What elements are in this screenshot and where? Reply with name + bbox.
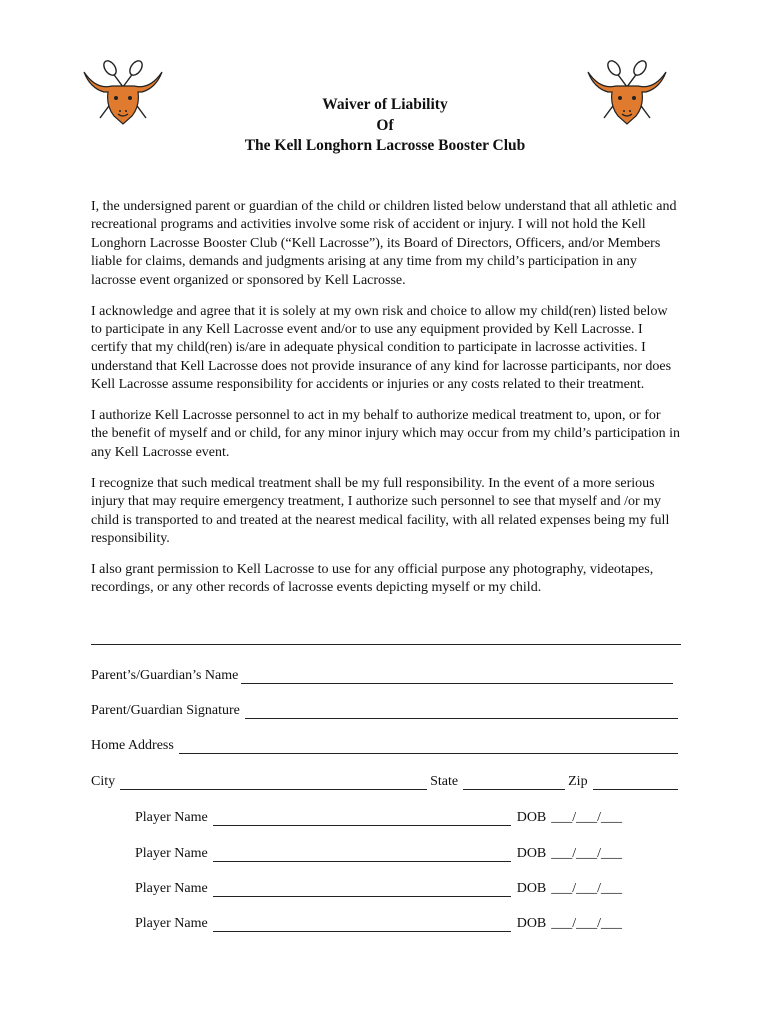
- city-state-zip-row: [91, 770, 681, 790]
- parent-name-row: [91, 664, 681, 684]
- player-name-label: Player Name: [135, 916, 208, 931]
- player-name-field[interactable]: [213, 847, 511, 862]
- dob-label: DOB: [516, 810, 547, 825]
- dob-label: DOB: [516, 881, 547, 896]
- paragraph-risk: I, the undersigned parent or guardian of the child or children listed below understand that all athletic and recreational programs and activities involve some risk of accident or injury. I will not hold the Kell Longhorn Lacrosse Booster Club (“Kell Lacrosse”), its Board of Directors, Officers, and/or Members liable for claims, demands and judgments arising at any time from my child’s participation in any lacrosse event organized or sponsored by Kell Lacrosse.: [91, 199, 677, 288]
- player-name-field[interactable]: [213, 917, 511, 932]
- player-name-label: Player Name: [135, 810, 208, 825]
- player-row-4: [135, 912, 635, 932]
- player-name-field[interactable]: [213, 811, 511, 826]
- player-name-label: Player Name: [135, 881, 208, 896]
- signature-row: [91, 699, 681, 719]
- city-field[interactable]: [120, 775, 427, 790]
- title-line-1: Waiver of Liability: [322, 96, 448, 113]
- home-address-field[interactable]: [179, 739, 678, 754]
- dob-label: DOB: [516, 846, 547, 861]
- document-title: [0, 95, 770, 157]
- paragraph-medical: I recognize that such medical treatment shall be my full responsibility. In the event of a more serious injury that may require emergency treatment, I authorize such personnel to see that myself and /or my child is transported to and treated at the nearest medical facility, with all related expenses being my full responsibility.: [91, 475, 670, 546]
- section-divider: [91, 644, 681, 645]
- state-label: State: [430, 774, 459, 789]
- zip-field[interactable]: [593, 775, 678, 790]
- parent-name-field[interactable]: [241, 669, 673, 684]
- player-row-1: [135, 806, 635, 826]
- paragraph-acknowledge: I acknowledge and agree that it is solely at my own risk and choice to allow my child(ren) listed below to participate in any Kell Lacrosse event and/or to use any equipment provided by Kell Lacrosse. I certify that my child(ren) is/are in adequate physical condition to participate in lacrosse activities. I understand that Kell Lacrosse does not provide insurance of any kind for lacrosse participants, nor does Kell Lacrosse assume responsibility for accidents or injuries or any costs related to their treatment.: [91, 303, 672, 393]
- dob-field[interactable]: ___/___/___: [551, 916, 623, 931]
- paragraph-authorize: I authorize Kell Lacrosse personnel to act in my behalf to authorize medical treatment to, upon, or for the benefit of myself and or child, for any minor injury which may occur from my child’s participation in any Kell Lacrosse event.: [91, 408, 681, 460]
- title-line-2: Of: [376, 116, 394, 134]
- dob-field[interactable]: ___/___/___: [551, 810, 623, 825]
- player-row-2: [135, 842, 635, 862]
- dob-label: DOB: [516, 916, 547, 931]
- city-label: City: [91, 774, 116, 789]
- signature-field[interactable]: [245, 704, 678, 719]
- dob-field[interactable]: ___/___/___: [551, 881, 623, 896]
- state-field[interactable]: [463, 775, 565, 790]
- address-label: Home Address: [91, 738, 174, 753]
- parent-name-label: Parent’s/Guardian’s Name: [91, 668, 239, 683]
- waiver-body: [91, 198, 681, 610]
- signature-label: Parent/Guardian Signature: [91, 703, 240, 718]
- title-line-3: The Kell Longhorn Lacrosse Booster Club: [244, 137, 526, 154]
- zip-label: Zip: [568, 774, 588, 789]
- dob-field[interactable]: ___/___/___: [551, 846, 623, 861]
- paragraph-media: I also grant permission to Kell Lacrosse to use for any official purpose any photography, videotapes, recordings, or any other records of lacrosse events depicting myself or my child.: [91, 561, 654, 596]
- player-name-field[interactable]: [213, 882, 511, 897]
- player-row-3: [135, 877, 635, 897]
- player-name-label: Player Name: [135, 846, 208, 861]
- address-row: [91, 734, 681, 754]
